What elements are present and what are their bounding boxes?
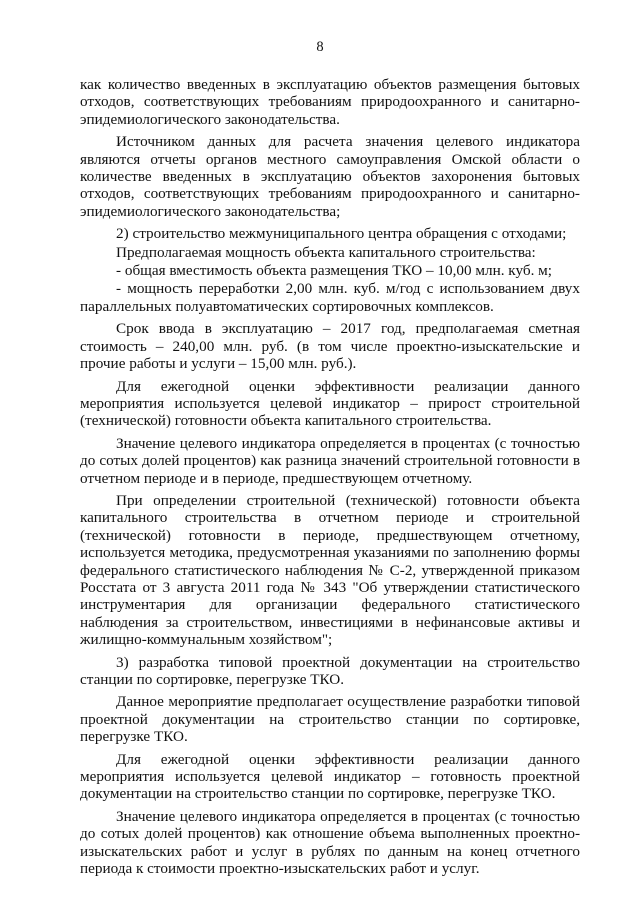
paragraph-14: Значение целевого индикатора определяется в процентах (с точностью до сотых долей процентов) как отношение объема выполненных проектно-изыскательских работ и услуг в рублях по данным на конец отчетного периода к стоимости проектно-изыскательских работ и услуг. — [80, 807, 580, 878]
paragraph-7: Срок ввода в эксплуатацию – 2017 год, предполагаемая сметная стоимость – 240,00 млн. руб. (в том числе проектно-изыскательские и прочие работы и услуги – 15,00 млн. руб.). — [80, 320, 580, 373]
paragraph-4: Предполагаемая мощность объекта капитального строительства: — [116, 243, 536, 261]
paragraph-9: Значение целевого индикатора определяется в процентах (с точностью до сотых долей процентов) как разница значений строительной готовности в отчетном периоде и в периоде, предшествующем отчетному. — [80, 434, 580, 487]
page-number: 8 — [316, 39, 324, 55]
paragraph-12: Данное мероприятие предполагает осуществление разработки типовой проектной документации на строительство станции по сортировке, перегрузке ТКО. — [80, 693, 580, 746]
document-body — [80, 76, 580, 882]
paragraph-13: Для ежегодной оценки эффективности реализации данного мероприятия используется целевой индикатор – готовность проектной документации на строительство станции по сортировке, перегрузке ТКО. — [80, 750, 580, 803]
paragraph-3: 2) строительство межмуниципального центра обращения с отходами; — [116, 225, 567, 243]
paragraph-8: Для ежегодной оценки эффективности реализации данного мероприятия используется целевой индикатор – прирост строительной (технической) готовности объекта капитального строительства. — [80, 377, 580, 430]
paragraph-10: При определении строительной (технической) готовности объекта капитального строительства в отчетном периоде и строительной (технической) готовности в периоде, предшествующем отчетному, используется методика, предусмотренная указаниями по заполнению формы федерального статистического наблюдения № С-2, утвержденной приказом Росстата от 3 августа 2011 года № 343 "Об утверждении статистического инструментария для организации федерального статистического наблюдения за строительством, инвестициями в нефинансовые активы и жилищно-коммунальным хозяйством"; — [80, 491, 580, 649]
paragraph-11: 3) разработка типовой проектной документации на строительство станции по сортировке, перегрузке ТКО. — [80, 653, 580, 688]
paragraph-1: как количество введенных в эксплуатацию объектов размещения бытовых отходов, соответствующих требованиям природоохранного и санитарно-эпидемиологического законодательства. — [80, 76, 580, 128]
paragraph-2: Источником данных для расчета значения целевого индикатора являются отчеты органов местного самоуправления Омской области о количестве введенных в эксплуатацию объектов захоронения бытовых отходов, соответствующих требованиям природоохранного и санитарно-эпидемиологического законодательства; — [80, 133, 580, 220]
paragraph-5: - общая вместимость объекта размещения ТКО – 10,00 млн. куб. м; — [116, 262, 553, 280]
paragraph-6: - мощность переработки 2,00 млн. куб. м/год с использованием двух параллельных полуавтоматических сортировочных комплексов. — [80, 280, 580, 315]
